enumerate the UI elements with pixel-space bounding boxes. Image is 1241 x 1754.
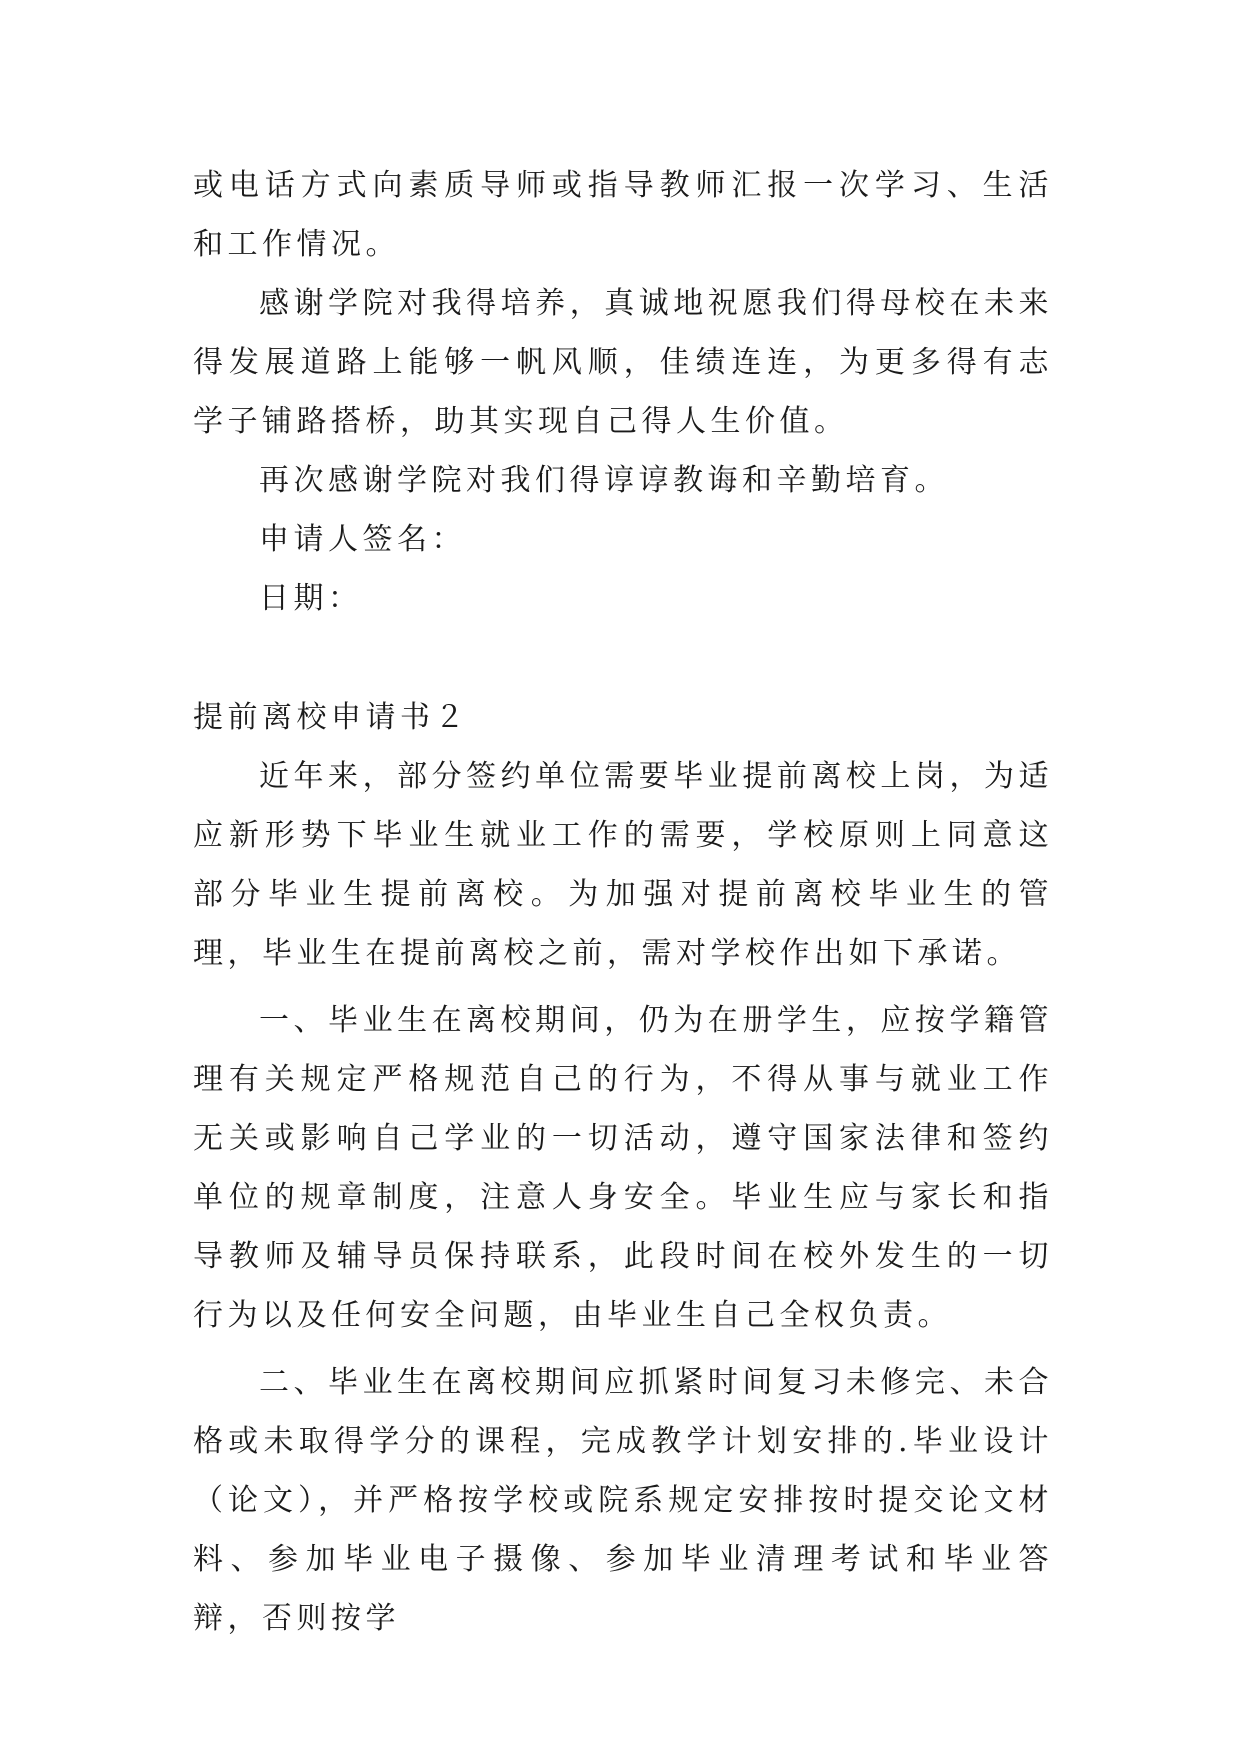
document-body [193, 156, 1053, 1648]
date-line: 日期： [259, 581, 363, 616]
section-title: 提前离校申请书２ [193, 700, 469, 735]
paragraph-continuation: 或电话方式向素质导师或指导教师汇报一次学习、生活和工作情况。 [193, 168, 1053, 262]
paragraph-intro: 近年来，部分签约单位需要毕业提前离校上岗，为适应新形势下毕业生就业工作的需要，学校原则上同意这部分毕业生提前离校。为加强对提前离校毕业生的管理，毕业生在提前离校之前，需对学校作出如下承诺。 [193, 759, 1053, 971]
signature-line: 申请人签名： [259, 522, 466, 557]
paragraph-item-two: 二、毕业生在离校期间应抓紧时间复习未修完、未合格或未取得学分的课程，完成教学计划安排的.毕业设计（论文），并严格按学校或院系规定安排按时提交论文材料、参加毕业电子摄像、参加毕业清理考试和毕业答辩，否则按学 [193, 1365, 1053, 1636]
paragraph-item-one: 一、毕业生在离校期间，仍为在册学生，应按学籍管理有关规定严格规范自己的行为，不得从事与就业工作无关或影响自己学业的一切活动，遵守国家法律和签约单位的规章制度，注意人身安全。毕业生应与家长和指导教师及辅导员保持联系，此段时间在校外发生的一切行为以及任何安全问题，由毕业生自己全权负责。 [193, 1003, 1053, 1333]
paragraph-thanks: 感谢学院对我得培养，真诚地祝愿我们得母校在未来得发展道路上能够一帆风顺，佳绩连连，为更多得有志学子铺路搭桥，助其实现自己得人生价值。 [193, 286, 1053, 439]
paragraph-thanks-again: 再次感谢学院对我们得谆谆教诲和辛勤培育。 [259, 463, 949, 498]
